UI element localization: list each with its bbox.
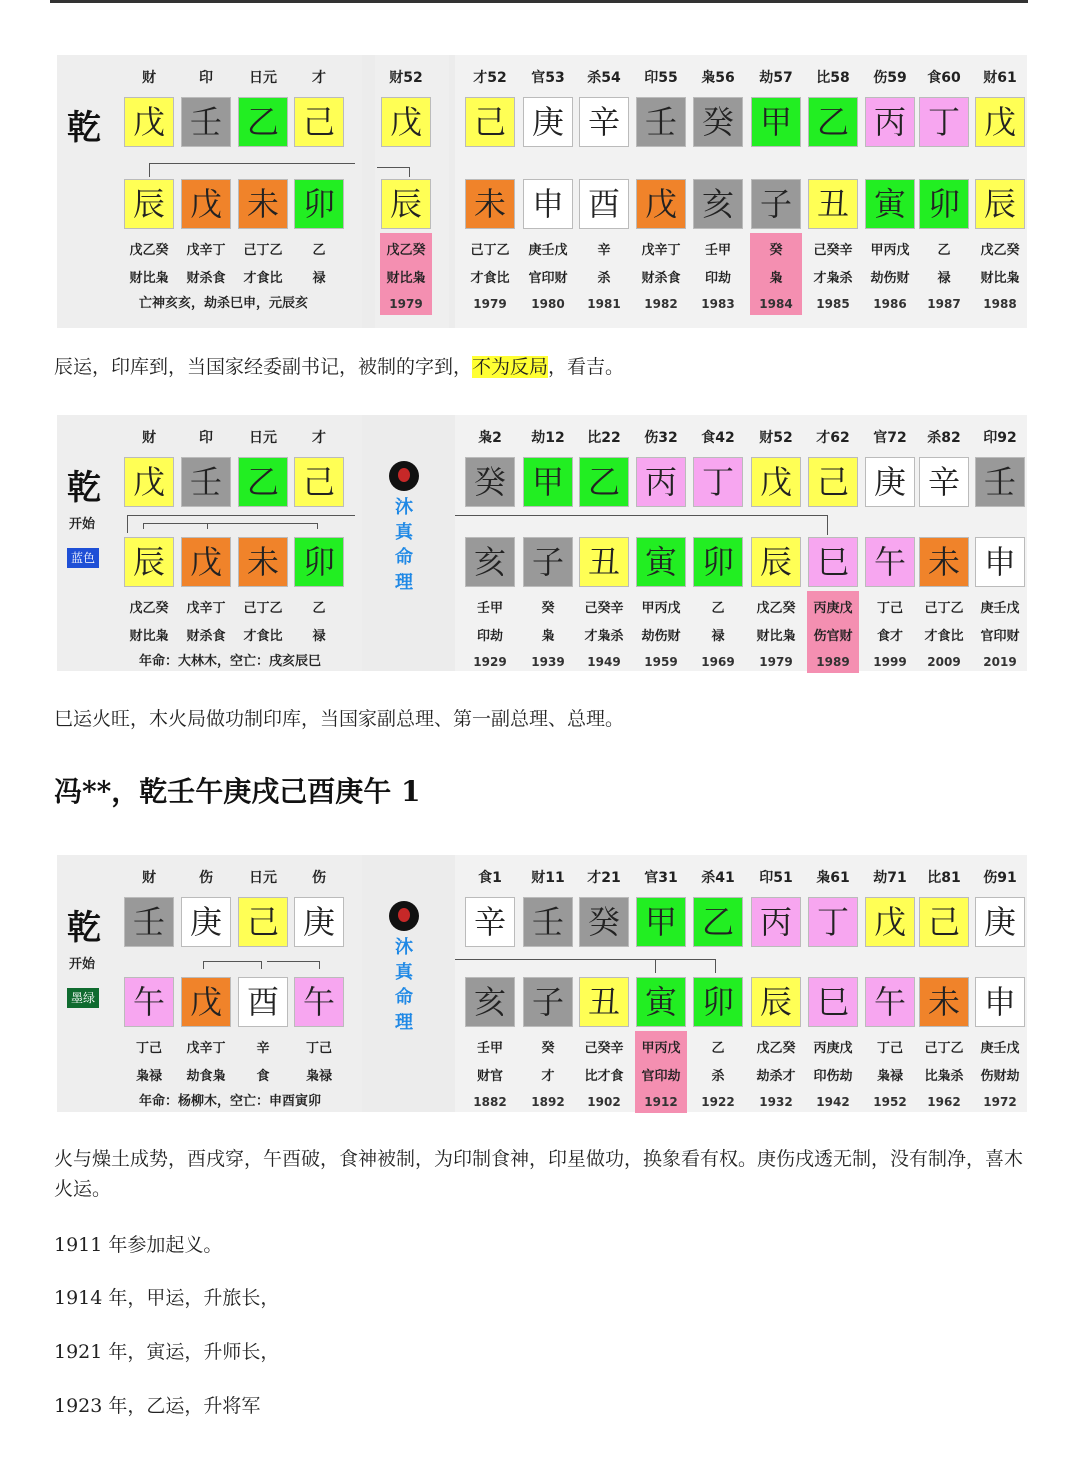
luck-label: 比22	[587, 430, 621, 446]
luck-ten-gods: 禄	[711, 629, 725, 644]
qian-label: 乾	[67, 108, 101, 148]
natal-branch: 未	[238, 179, 288, 229]
luck-start-year: 1988	[983, 297, 1017, 311]
natal-branch: 午	[124, 977, 174, 1027]
luck-hidden-stems: 庚壬戊	[528, 243, 568, 258]
luck-branch: 丑	[579, 977, 629, 1027]
natal-hidden-stems: 乙	[312, 601, 326, 616]
luck-branch: 未	[919, 537, 969, 587]
luck-ten-gods: 印劫	[704, 271, 731, 286]
current-luck-label: 财52	[389, 70, 423, 86]
luck-branch: 未	[465, 179, 515, 229]
natal-branch: 戊	[181, 977, 231, 1027]
luck-start-year: 1987	[927, 297, 961, 311]
connector-line	[715, 959, 716, 973]
natal-hidden-stems: 乙	[312, 243, 326, 258]
natal-stem: 庚	[294, 897, 344, 947]
natal-pillar-label: 才	[312, 430, 326, 446]
natal-ten-gods: 劫食枭	[186, 1069, 226, 1084]
natal-pillar-label: 日元	[249, 70, 277, 86]
natal-pillar-label: 印	[199, 430, 213, 446]
color-badge: 蓝色	[67, 548, 99, 568]
luck-hidden-stems: 壬甲	[476, 1041, 503, 1056]
luck-label: 伤32	[644, 430, 678, 446]
luck-branch: 酉	[579, 179, 629, 229]
connector-line	[143, 523, 317, 524]
luck-stem: 壬	[636, 97, 686, 147]
natal-stem: 壬	[181, 97, 231, 147]
luck-stem: 辛	[919, 457, 969, 507]
natal-branch: 卯	[294, 179, 344, 229]
luck-start-year: 2009	[927, 655, 961, 669]
brand-char: 真	[395, 522, 413, 543]
luck-start-year: 1929	[473, 655, 507, 669]
luck-start-year: 1982	[644, 297, 678, 311]
natal-pillar-label: 伤	[312, 870, 326, 886]
luck-label: 财11	[531, 870, 565, 886]
luck-ten-gods: 印劫	[476, 629, 503, 644]
natal-hidden-stems: 辛	[256, 1041, 270, 1056]
luck-label: 杀54	[587, 70, 621, 86]
natal-ten-gods: 财杀食	[186, 271, 226, 286]
natal-pillar-label: 财	[142, 70, 156, 86]
connector-line	[203, 961, 261, 962]
brand-char: 沐	[395, 937, 413, 958]
luck-branch: 巳	[808, 977, 858, 1027]
luck-branch: 未	[919, 977, 969, 1027]
connector-line	[455, 959, 715, 960]
luck-start-year: 1983	[701, 297, 735, 311]
luck-branch: 子	[523, 537, 573, 587]
luck-stem: 癸	[579, 897, 629, 947]
current-luck-hidden: 戊乙癸	[386, 243, 426, 258]
luck-branch: 戊	[636, 179, 686, 229]
luck-start-year: 1986	[873, 297, 907, 311]
natal-hidden-stems: 戊辛丁	[186, 1041, 226, 1056]
connector-line	[127, 515, 128, 533]
luck-branch: 丑	[579, 537, 629, 587]
bazi-chart-1	[57, 55, 1027, 328]
luck-stem: 甲	[751, 97, 801, 147]
luck-stem: 壬	[523, 897, 573, 947]
luck-stem: 甲	[523, 457, 573, 507]
luck-label: 官53	[531, 70, 565, 86]
luck-stem: 丁	[693, 457, 743, 507]
top-divider	[50, 0, 1028, 3]
luck-label: 杀41	[701, 870, 735, 886]
connector-line	[267, 961, 319, 962]
luck-start-year: 1902	[587, 1095, 621, 1109]
luck-ten-gods: 枭	[769, 271, 783, 286]
natal-branch: 戊	[181, 537, 231, 587]
luck-stem: 癸	[465, 457, 515, 507]
luck-branch: 亥	[465, 977, 515, 1027]
natal-ten-gods: 枭禄	[305, 1069, 332, 1084]
connector-line	[143, 523, 144, 529]
qian-label: 乾	[67, 468, 101, 508]
luck-stem: 丁	[808, 897, 858, 947]
connector-line	[127, 515, 355, 516]
natal-hidden-stems: 己丁乙	[243, 243, 283, 258]
luck-branch: 午	[865, 977, 915, 1027]
luck-hidden-stems: 乙	[711, 601, 725, 616]
luck-branch: 卯	[693, 537, 743, 587]
luck-start-year: 1984	[759, 297, 793, 311]
luck-label: 劫12	[531, 430, 565, 446]
luck-branch: 巳	[808, 537, 858, 587]
luck-branch: 辰	[751, 977, 801, 1027]
luck-stem: 庚	[865, 457, 915, 507]
luck-label: 食60	[927, 70, 961, 86]
natal-stem: 乙	[238, 97, 288, 147]
natal-branch: 卯	[294, 537, 344, 587]
natal-hidden-stems: 丁己	[135, 1041, 162, 1056]
luck-ten-gods: 才枭杀	[584, 629, 624, 644]
luck-stem: 丙	[865, 97, 915, 147]
luck-stem: 己	[465, 97, 515, 147]
luck-label: 印51	[759, 870, 793, 886]
natal-note: 亡神亥亥，劫杀巳申，元辰亥	[139, 296, 309, 311]
qian-label: 乾	[67, 908, 101, 948]
luck-hidden-stems: 癸	[769, 243, 783, 258]
luck-stem: 庚	[975, 897, 1025, 947]
luck-hidden-stems: 己癸辛	[813, 243, 853, 258]
luck-label: 印92	[983, 430, 1017, 446]
natal-ten-gods: 禄	[312, 271, 326, 286]
luck-label: 官31	[644, 870, 678, 886]
bazi-chart-3	[57, 855, 1027, 1112]
natal-stem: 庚	[181, 897, 231, 947]
natal-pillar-label: 日元	[249, 430, 277, 446]
luck-label: 才52	[473, 70, 507, 86]
connector-line	[319, 961, 320, 969]
natal-ten-gods: 枭禄	[135, 1069, 162, 1084]
luck-label: 食42	[701, 430, 735, 446]
event-2: 1914 年，甲运，升旅长，	[54, 1287, 280, 1309]
luck-ten-gods: 杀	[597, 271, 611, 286]
luck-hidden-stems: 壬甲	[476, 601, 503, 616]
natal-ten-gods: 食	[256, 1069, 270, 1084]
luck-label: 劫57	[759, 70, 793, 86]
natal-hidden-stems: 戊辛丁	[186, 601, 226, 616]
natal-branch: 午	[294, 977, 344, 1027]
luck-label: 伤59	[873, 70, 907, 86]
luck-start-year: 1952	[873, 1095, 907, 1109]
natal-hidden-stems: 戊乙癸	[129, 243, 169, 258]
luck-start-year: 1972	[983, 1095, 1017, 1109]
natal-pillar-label: 伤	[199, 870, 213, 886]
luck-ten-gods: 食才	[876, 629, 903, 644]
luck-start-year: 1942	[816, 1095, 850, 1109]
luck-branch: 寅	[636, 977, 686, 1027]
luck-hidden-stems: 戊乙癸	[980, 243, 1020, 258]
natal-stem: 乙	[238, 457, 288, 507]
luck-ten-gods: 禄	[937, 271, 951, 286]
luck-stem: 乙	[808, 97, 858, 147]
luck-branch: 寅	[865, 179, 915, 229]
luck-ten-gods: 比才食	[584, 1069, 624, 1084]
connector-line	[377, 167, 409, 168]
natal-hidden-stems: 己丁乙	[243, 601, 283, 616]
natal-branch: 辰	[124, 179, 174, 229]
luck-hidden-stems: 己丁乙	[924, 601, 964, 616]
brand-logo-icon	[389, 901, 419, 931]
luck-hidden-stems: 丁己	[876, 1041, 903, 1056]
brand-char: 命	[395, 547, 413, 568]
natal-branch: 酉	[238, 977, 288, 1027]
current-luck-branch: 辰	[381, 179, 431, 229]
luck-hidden-stems: 戊乙癸	[756, 601, 796, 616]
luck-start-year: 2019	[983, 655, 1017, 669]
highlight-text: 不为反局	[472, 356, 549, 378]
luck-label: 才21	[587, 870, 621, 886]
connector-line	[203, 961, 204, 969]
connector-line	[827, 515, 828, 535]
luck-stem: 己	[808, 457, 858, 507]
connector-line	[317, 523, 318, 529]
luck-label: 印55	[644, 70, 678, 86]
connector-line	[261, 961, 262, 969]
luck-hidden-stems: 己丁乙	[470, 243, 510, 258]
luck-start-year: 1939	[531, 655, 565, 669]
luck-stem: 丙	[751, 897, 801, 947]
luck-hidden-stems: 甲丙戊	[641, 601, 681, 616]
luck-stem: 丁	[919, 97, 969, 147]
luck-start-year: 1959	[644, 655, 678, 669]
luck-branch: 辰	[975, 179, 1025, 229]
luck-start-year: 1882	[473, 1095, 507, 1109]
brand-char: 沐	[395, 497, 413, 518]
event-1: 1911 年参加起义。	[54, 1234, 223, 1256]
luck-ten-gods: 才食比	[924, 629, 964, 644]
event-4: 1923 年，乙运，升将军	[54, 1395, 261, 1417]
section-heading: 冯**，乾壬午庚戌己酉庚午 1	[54, 775, 421, 808]
luck-branch: 子	[751, 179, 801, 229]
luck-start-year: 1932	[759, 1095, 793, 1109]
luck-branch: 亥	[465, 537, 515, 587]
luck-ten-gods: 财杀食	[641, 271, 681, 286]
luck-ten-gods: 比枭杀	[924, 1069, 964, 1084]
luck-start-year: 1981	[587, 297, 621, 311]
luck-ten-gods: 杀	[711, 1069, 725, 1084]
luck-hidden-stems: 庚壬戊	[980, 601, 1020, 616]
luck-hidden-stems: 戊辛丁	[641, 243, 681, 258]
luck-hidden-stems: 癸	[541, 1041, 555, 1056]
connector-line	[655, 959, 656, 973]
natal-ten-gods: 禄	[312, 629, 326, 644]
luck-ten-gods: 才食比	[470, 271, 510, 286]
brand-char: 理	[395, 1012, 413, 1033]
luck-branch: 卯	[919, 179, 969, 229]
luck-hidden-stems: 丙庚戊	[813, 1041, 853, 1056]
luck-stem: 戊	[865, 897, 915, 947]
natal-stem: 戊	[124, 97, 174, 147]
luck-start-year: 1999	[873, 655, 907, 669]
luck-label: 伤91	[983, 870, 1017, 886]
natal-pillar-label: 印	[199, 70, 213, 86]
natal-stem: 戊	[124, 457, 174, 507]
natal-hidden-stems: 戊乙癸	[129, 601, 169, 616]
luck-start-year: 1979	[473, 297, 507, 311]
paragraph-1: 辰运，印库到，当国家经委副书记，被制的字到，不为反局，看吉。	[54, 356, 625, 378]
luck-start-year: 1892	[531, 1095, 565, 1109]
natal-stem: 壬	[181, 457, 231, 507]
natal-stem: 己	[294, 97, 344, 147]
bazi-chart-2	[57, 415, 1027, 671]
luck-hidden-stems: 甲丙戊	[870, 243, 910, 258]
natal-ten-gods: 才食比	[243, 629, 283, 644]
luck-stem: 庚	[523, 97, 573, 147]
luck-hidden-stems: 丁己	[876, 601, 903, 616]
connector-line	[149, 163, 355, 164]
natal-note: 年命：大林木，空亡：戌亥辰巳	[139, 654, 322, 669]
luck-label: 枭56	[701, 70, 735, 86]
luck-branch: 申	[975, 537, 1025, 587]
luck-stem: 辛	[465, 897, 515, 947]
luck-ten-gods: 枭	[541, 629, 555, 644]
luck-label: 财52	[759, 430, 793, 446]
natal-stem: 壬	[124, 897, 174, 947]
luck-ten-gods: 伤官财	[813, 629, 853, 644]
luck-branch: 丑	[808, 179, 858, 229]
luck-hidden-stems: 戊乙癸	[756, 1041, 796, 1056]
luck-label: 比58	[816, 70, 850, 86]
luck-ten-gods: 劫伤财	[870, 271, 910, 286]
luck-stem: 辛	[579, 97, 629, 147]
luck-start-year: 1962	[927, 1095, 961, 1109]
luck-hidden-stems: 丙庚戊	[813, 601, 853, 616]
connector-line	[455, 515, 827, 516]
connector-line	[149, 163, 150, 177]
luck-label: 食1	[478, 870, 502, 886]
luck-branch: 卯	[693, 977, 743, 1027]
luck-branch: 申	[523, 179, 573, 229]
luck-start-year: 1989	[816, 655, 850, 669]
natal-pillar-label: 财	[142, 430, 156, 446]
luck-branch: 子	[523, 977, 573, 1027]
luck-label: 枭61	[816, 870, 850, 886]
luck-stem: 壬	[975, 457, 1025, 507]
luck-ten-gods: 劫伤财	[641, 629, 681, 644]
event-3: 1921 年，寅运，升师长，	[54, 1341, 280, 1363]
connector-line	[409, 167, 410, 177]
luck-label: 比81	[927, 870, 961, 886]
brand-logo-icon	[389, 461, 419, 491]
start-label: 开始	[69, 517, 96, 532]
luck-hidden-stems: 己丁乙	[924, 1041, 964, 1056]
luck-start-year: 1949	[587, 655, 621, 669]
luck-stem: 甲	[636, 897, 686, 947]
luck-hidden-stems: 乙	[711, 1041, 725, 1056]
brand-char: 理	[395, 572, 413, 593]
current-luck-year: 1979	[389, 297, 423, 311]
luck-hidden-stems: 己癸辛	[584, 601, 624, 616]
paragraph-2: 巳运火旺，木火局做功制印库，当国家副总理、第一副总理、总理。	[54, 708, 625, 730]
luck-hidden-stems: 壬甲	[704, 243, 731, 258]
luck-ten-gods: 枭禄	[876, 1069, 903, 1084]
natal-ten-gods: 财比枭	[129, 629, 169, 644]
natal-pillar-label: 日元	[249, 870, 277, 886]
luck-start-year: 1922	[701, 1095, 735, 1109]
luck-label: 劫71	[873, 870, 907, 886]
luck-label: 枭2	[478, 430, 502, 446]
luck-ten-gods: 官印财	[528, 271, 568, 286]
luck-ten-gods: 劫杀才	[756, 1069, 796, 1084]
natal-stem: 己	[294, 457, 344, 507]
luck-start-year: 1979	[759, 655, 793, 669]
luck-hidden-stems: 辛	[597, 243, 611, 258]
luck-stem: 癸	[693, 97, 743, 147]
luck-start-year: 1912	[644, 1095, 678, 1109]
luck-branch: 寅	[636, 537, 686, 587]
luck-ten-gods: 印伤劫	[813, 1069, 853, 1084]
start-label: 开始	[69, 957, 96, 972]
luck-start-year: 1969	[701, 655, 735, 669]
luck-branch: 辰	[751, 537, 801, 587]
connector-line	[207, 523, 208, 529]
luck-ten-gods: 官印劫	[641, 1069, 681, 1084]
brand-char: 命	[395, 987, 413, 1008]
luck-ten-gods: 伤财劫	[980, 1069, 1020, 1084]
luck-ten-gods: 财比枭	[980, 271, 1020, 286]
luck-hidden-stems: 甲丙戊	[641, 1041, 681, 1056]
natal-branch: 未	[238, 537, 288, 587]
luck-stem: 丙	[636, 457, 686, 507]
natal-branch: 辰	[124, 537, 174, 587]
color-badge: 墨绿	[67, 988, 99, 1008]
luck-hidden-stems: 己癸辛	[584, 1041, 624, 1056]
natal-note: 年命：杨柳木，空亡：申酉寅卯	[139, 1094, 322, 1109]
luck-ten-gods: 才	[541, 1069, 555, 1084]
luck-branch: 亥	[693, 179, 743, 229]
luck-branch: 申	[975, 977, 1025, 1027]
luck-ten-gods: 官印财	[980, 629, 1020, 644]
luck-stem: 戊	[975, 97, 1025, 147]
luck-ten-gods: 财官	[476, 1069, 503, 1084]
paragraph-3: 火与燥土成势，酉戌穿，午酉破，食神被制，为印制食神，印星做功，换象看有权。庚伤戌透无制，没有制净，喜木火运。	[54, 1148, 1024, 1200]
natal-hidden-stems: 丁己	[305, 1041, 332, 1056]
luck-label: 官72	[873, 430, 907, 446]
brand-char: 真	[395, 962, 413, 983]
luck-stem: 乙	[693, 897, 743, 947]
luck-hidden-stems: 乙	[937, 243, 951, 258]
natal-pillar-label: 才	[312, 70, 326, 86]
luck-stem: 乙	[579, 457, 629, 507]
luck-ten-gods: 财比枭	[756, 629, 796, 644]
luck-label: 才62	[816, 430, 850, 446]
natal-stem: 己	[238, 897, 288, 947]
natal-hidden-stems: 戊辛丁	[186, 243, 226, 258]
luck-label: 财61	[983, 70, 1017, 86]
natal-ten-gods: 财杀食	[186, 629, 226, 644]
luck-start-year: 1985	[816, 297, 850, 311]
luck-label: 杀82	[927, 430, 961, 446]
luck-stem: 己	[919, 897, 969, 947]
natal-pillar-label: 财	[142, 870, 156, 886]
natal-ten-gods: 才食比	[243, 271, 283, 286]
luck-ten-gods: 才枭杀	[813, 271, 853, 286]
luck-hidden-stems: 癸	[541, 601, 555, 616]
luck-stem: 戊	[751, 457, 801, 507]
natal-ten-gods: 财比枭	[129, 271, 169, 286]
luck-hidden-stems: 庚壬戊	[980, 1041, 1020, 1056]
luck-start-year: 1980	[531, 297, 565, 311]
current-luck-tengods: 财比枭	[386, 271, 426, 286]
luck-branch: 午	[865, 537, 915, 587]
current-luck-stem: 戊	[381, 97, 431, 147]
natal-branch: 戊	[181, 179, 231, 229]
